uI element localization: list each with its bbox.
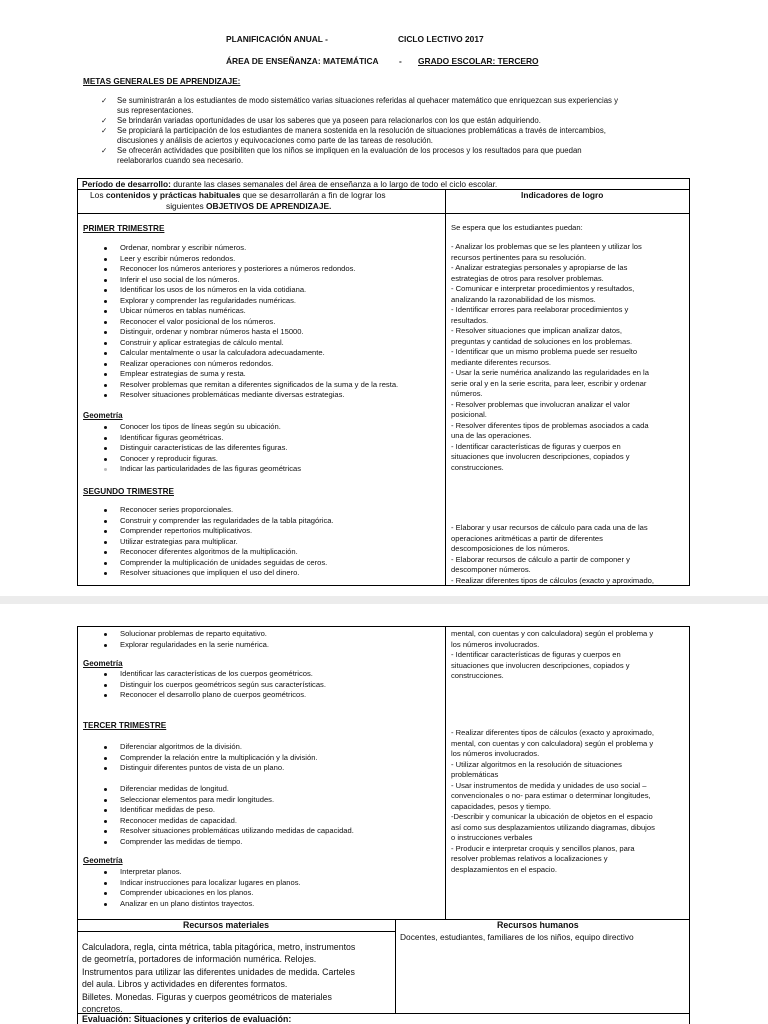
contenido-item: Construir y comprender las regularidades de la tabla pitagórica. [101,516,334,527]
recurso-line: de geometría, portadores de información numérica. Relojes. [82,954,317,965]
contenido-item: Leer y escribir números redondos. [101,254,398,265]
meta-text: Se ofrecerán actividades que posibiliten que los niños se impliquen en la evaluación de los procesos y los resultados para que puedan [117,146,582,155]
header-text: siguientes [166,201,207,211]
indicador-line: - Usar instrumentos de medida y unidades de uso social – [451,780,647,790]
meta-text: sus representaciones. [117,106,194,115]
header-separator: - [399,56,402,66]
indicadores-header: Indicadores de logro [521,190,604,200]
indicadores-intro: Se espera que los estudiantes puedan: [451,223,583,232]
recursos-materiales-text [82,941,355,1015]
document-page-2 [0,604,768,1024]
contenido-item: Construir y aplicar estrategias de cálculo mental. [101,338,398,349]
contenido-item: Realizar operaciones con números redondos. [101,359,398,370]
contenido-item: Comprender la relación entre la multiplicación y la división. [101,753,318,764]
header-text: que se desarrollarán a fin de lograr los [240,190,386,200]
recurso-line: concretos. [82,1004,123,1015]
indicador-line: números. [451,389,483,398]
ciclo-lectivo: CICLO LECTIVO 2017 [398,34,484,44]
geometria-item: Distinguir características de las diferentes figuras. [101,443,301,454]
indicador-line: - Realizar diferentes tipos de cálculos (exacto y aproximado, [451,575,655,585]
contenido-item: Reconocer el valor posicional de los números. [101,317,398,328]
segundo-contenidos-cont-list [101,629,269,650]
contenido-item: Reconocer diferentes algoritmos de la multiplicación. [101,547,334,558]
segundo-contenidos-list [101,505,334,579]
contenido-item: Solucionar problemas de reparto equitativo. [101,629,269,640]
indicadores-segundo-list [451,523,654,586]
meta-item [101,116,701,126]
contenido-item: Explorar y comprender las regularidades numéricas. [101,296,398,307]
indicador-line: operaciones aritméticas a partir de diferentes [451,533,603,543]
indicador-line: descomponer números. [451,565,531,574]
indicador-line: - Elaborar recursos de cálculo a partir de componer y [451,554,630,564]
indicador-line: - Producir e interpretar croquis y sencillos planos, para [451,843,635,853]
geometria-item: Conocer los tipos de líneas según su ubicación. [101,422,301,433]
indicador-line: -Describir y comunicar la ubicación de objetos en el espacio [451,812,653,821]
contenido-item: Diferenciar medidas de longitud. [101,784,354,795]
indicador-line: o instrucciones verbales [451,833,533,842]
meta-text: Se brindarán variadas oportunidades de usar los saberes que ya poseen para relacionarlos con los que están adquiriendo. [117,116,541,125]
tercer-geometria-list [101,867,301,909]
column-divider [445,189,446,586]
meta-text: reelaborarlos cuando sea necesario. [117,156,244,165]
indicador-line: los números involucrados. [451,639,540,649]
geometria-item: Identificar figuras geométricas. [101,433,301,444]
indicador-line: resolver problemas relativos a localizaciones y [451,854,608,863]
recursos-humanos-text: Docentes, estudiantes, familiares de los niños, equipo directivo [400,932,634,942]
objetivos-title: OBJETIVOS DE APRENDIZAJE. [206,201,332,211]
indicador-line: problemáticas [451,770,499,779]
meta-text: Se propiciará la participación de los estudiantes de manera sostenida en la resolución de situaciones problemáticas a través de intercambios, [117,126,606,135]
contenido-item: Diferenciar algoritmos de la división. [101,742,318,753]
objetivos-header-line2 [166,201,331,211]
segundo-trimestre-title: SEGUNDO TRIMESTRE [83,487,174,496]
indicadores-primer-list [451,242,649,473]
contenido-item: Calcular mentalmente o usar la calculadora adecuadamente. [101,348,398,359]
meta-item [101,146,701,166]
geometria-item: Indicar instrucciones para localizar lugares en planos. [101,878,301,889]
indicador-line: una de las operaciones. [451,431,532,440]
segundo-geometria-list [101,669,326,701]
indicador-line: - Resolver diferentes tipos de problemas asociados a cada [451,420,649,430]
contenido-item: Comprender las medidas de tiempo. [101,837,354,848]
indicadores-segundo-cont-list [451,629,653,682]
header-text: contenidos y prácticas habituales [105,190,241,200]
indicador-line: situaciones que involucren descripciones, copiados y [451,452,630,461]
indicador-line: construcciones. [451,671,504,680]
geometria-item: Comprender ubicaciones en los planos. [101,888,301,899]
indicador-line: analizando la razonabilidad de los mismos. [451,294,596,304]
tercer-contenidos-list-b [101,784,354,847]
indicador-line: posicional. [451,410,487,419]
indicador-line: - Identificar que un mismo problema puede ser resuelto [451,347,638,356]
primer-contenidos-list [101,243,398,401]
indicador-line: - Resolver problemas que involucran analizar el valor [451,399,630,409]
contenido-item: Identificar medidas de peso. [101,805,354,816]
meta-item [101,96,701,116]
contenido-item: Resolver situaciones problemáticas mediante diversas estrategias. [101,390,398,401]
indicador-line: - Identificar características de figuras y cuerpos en [451,441,621,451]
geometria-item: Distinguir los cuerpos geométricos según sus características. [101,680,326,691]
table-rule [77,931,395,932]
indicador-line: - Analizar los problemas que se les planteen y utilizar los [451,242,642,251]
indicador-line: mediante diferentes recursos. [451,357,552,367]
header-text: Los [90,190,106,200]
indicador-line: construcciones. [451,462,504,472]
contenido-item: Reconocer medidas de capacidad. [101,816,354,827]
grado-label: GRADO ESCOLAR: TERCERO [418,56,539,66]
contenido-item: Comprender la multiplicación de unidades seguidas de ceros. [101,558,334,569]
indicador-line: así como sus desplazamientos utilizando diagramas, dibujos [451,822,655,832]
meta-text: Se suministrarán a los estudiantes de modo sistemático varias situaciones referidas al quehacer matemático que enriquezcan sus experiencias y [117,96,618,105]
contenido-item: Reconocer los números anteriores y posteriores a números redondos. [101,264,398,275]
primer-geometria-list [101,422,301,475]
contenido-item: Inferir el uso social de los números. [101,275,398,286]
geometria-heading: Geometría [83,411,123,420]
indicador-line: recursos pertinentes para su resolución. [451,252,587,262]
evaluacion-label: Evaluación: Situaciones y criterios de evaluación: [82,1014,292,1024]
indicador-line: situaciones que involucren descripciones, copiados y [451,660,630,670]
contenido-item: Resolver situaciones que impliquen el uso del dinero. [101,568,334,579]
geometria-heading: Geometría [83,856,123,865]
indicador-line: serie oral y en la serie escrita, para leer, escribir y ordenar [451,378,647,388]
geometria-item: Indicar las particularidades de las figuras geométricas [101,464,301,475]
table-rule [77,213,690,214]
area-label: ÁREA DE ENSEÑANZA: MATEMÁTICA [226,56,379,66]
meta-item [101,126,701,146]
contenido-item: Resolver situaciones problemáticas utilizando medidas de capacidad. [101,826,354,837]
recurso-line: del aula. Libros y actividades en diferentes formatos. [82,979,288,990]
indicador-line: descomposiciones de los números. [451,544,570,553]
primer-trimestre-title: PRIMER TRIMESTRE [83,224,165,233]
contenido-item: Comprender repertorios multiplicativos. [101,526,334,537]
geometria-item: Identificar las características de los cuerpos geométricos. [101,669,326,680]
periodo-row [82,179,497,189]
table-rule [77,919,690,920]
recurso-line: Instrumentos para utilizar las diferentes unidades de medida. Carteles [82,966,355,977]
indicador-line: - Identificar características de figuras y cuerpos en [451,650,621,659]
contenido-item: Reconocer series proporcionales. [101,505,334,516]
contenido-item: Resolver problemas que remitan a diferentes significados de la suma y de la resta. [101,380,398,391]
recurso-line: Billetes. Monedas. Figuras y cuerpos geométricos de materiales [82,991,332,1002]
geometria-item: Interpretar planos. [101,867,301,878]
column-divider [445,626,446,919]
contenido-item: Distinguir, ordenar y nombrar números hasta el 15000. [101,327,398,338]
indicador-line: los números involucrados. [451,749,540,758]
recursos-materiales-header: Recursos materiales [183,920,270,930]
indicador-line: convencionales o no- para estimar o determinar longitudes, [451,791,651,800]
indicador-line: estrategias de otros para resolver problemas. [451,273,604,283]
geometria-heading: Geometría [83,659,123,668]
metas-heading: METAS GENERALES DE APRENDIZAJE: [83,77,241,86]
indicador-line: resultados. [451,315,489,325]
contenido-item: Ordenar, nombrar y escribir números. [101,243,398,254]
indicador-line: - Identificar errores para reelaborar procedimientos y [451,305,629,314]
tercer-contenidos-list-a [101,742,318,774]
periodo-label: Período de desarrollo: [82,179,171,189]
indicador-line: - Realizar diferentes tipos de cálculos (exacto y aproximado, [451,728,655,737]
indicador-line: capacidades, pesos y tiempo. [451,801,552,811]
meta-text: discusiones y análisis de aciertos y equivocaciones como parte de las tareas de resolución. [117,136,433,145]
periodo-text: durante las clases semanales del área de enseñanza a lo largo de todo el ciclo escolar. [170,179,498,189]
indicador-line: desplazamientos en el espacio. [451,864,557,874]
indicador-line: - Comunicar e interpretar procedimientos y resultados, [451,284,635,293]
indicador-line: - Usar la serie numérica analizando las regularidades en la [451,368,649,377]
indicador-line: mental, con cuentas y con calculadora) según el problema y [451,738,654,748]
indicador-line: - Resolver situaciones que implican analizar datos, [451,326,622,335]
indicador-line: - Analizar estrategias personales y apropiarse de las [451,263,628,272]
indicador-line: preguntas y cantidad de soluciones en los problemas. [451,336,633,346]
contenido-item: Ubicar números en tablas numéricas. [101,306,398,317]
metas-list [101,96,701,166]
indicadores-tercer-list [451,728,655,875]
objetivos-header-line1 [90,190,386,200]
contenido-item: Identificar los usos de los números en la vida cotidiana. [101,285,398,296]
contenido-item: Utilizar estrategias para multiplicar. [101,537,334,548]
geometria-item: Analizar en un plano distintos trayectos. [101,899,301,910]
plan-title: PLANIFICACIÓN ANUAL - [226,34,328,44]
geometria-item: Reconocer el desarrollo plano de cuerpos geométricos. [101,690,326,701]
indicador-line: - Elaborar y usar recursos de cálculo para cada una de las [451,523,648,532]
indicador-line: - Utilizar algoritmos en la resolución de situaciones [451,759,622,769]
contenido-item: Explorar regularidades en la serie numérica. [101,640,269,651]
indicador-line: mental, con cuentas y con calculadora) según el problema y [451,629,654,638]
column-divider [395,919,396,1013]
tercer-trimestre-title: TERCER TRIMESTRE [83,721,167,730]
contenido-item: Seleccionar elementos para medir longitudes. [101,795,354,806]
contenido-item: Distinguir diferentes puntos de vista de un plano. [101,763,318,774]
contenido-item: Emplear estrategias de suma y resta. [101,369,398,380]
recursos-humanos-header: Recursos humanos [497,920,579,930]
geometria-item: Conocer y reproducir figuras. [101,454,301,465]
recurso-line: Calculadora, regla, cinta métrica, tabla pitagórica, metro, instrumentos [82,942,356,952]
